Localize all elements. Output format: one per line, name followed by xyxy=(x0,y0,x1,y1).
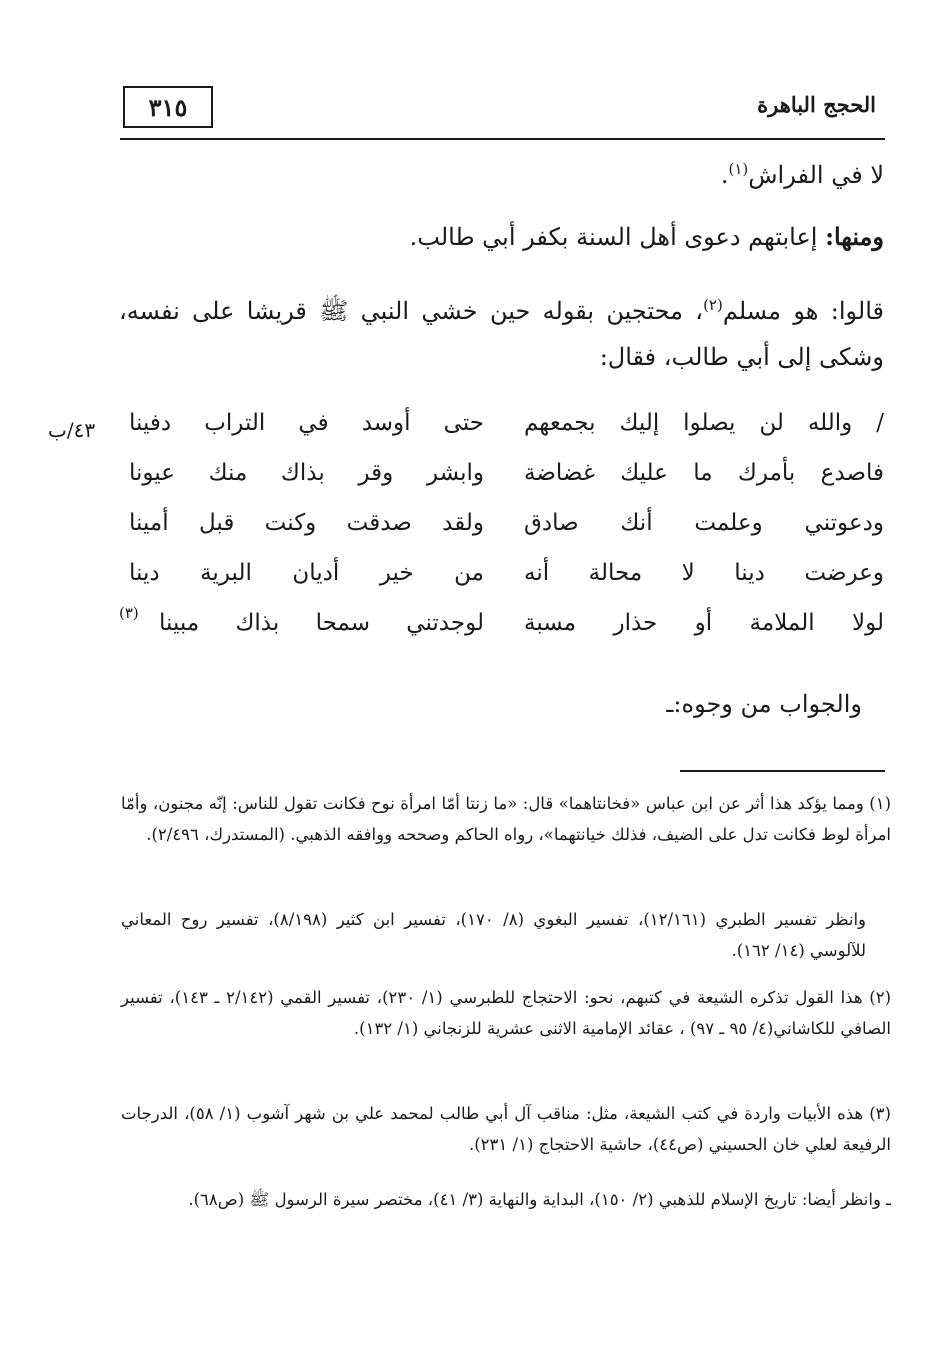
footnote-3-continued: ـ وانظر أيضا: تاريخ الإسلام للذهبي (٢/ ١٥٠)، البداية والنهاية (٣/ ٤١)، مختصر سيرة الرسول ﷺ (ص٦٨). xyxy=(188,1190,891,1209)
poem xyxy=(119,410,884,660)
verse-second-hemistich: من خير أديان البرية دينا xyxy=(129,560,484,586)
verse-second-hemistich: ولقد صدقت وكنت قبل أمينا xyxy=(129,510,484,536)
verse-second-hemistich: حتى أوسد في التراب دفينا xyxy=(129,410,484,436)
answer-line: والجواب من وجوه:ـ xyxy=(666,690,862,718)
poem-verse xyxy=(119,460,884,500)
header-divider xyxy=(120,138,885,140)
text-paragraph-3: قالوا: هو مسلم$^{(٢)}$، محتجين بقوله حين خشي النبي ﷺ قريشا على نفسه، وشكى إلى أبي طالب، فقال: xyxy=(119,296,885,371)
poem-verse xyxy=(119,410,884,450)
footnote-1: (١) ومما يؤكد هذا أثر عن ابن عباس «فخانتاهما» قال: «ما زنتا أمّا امرأة نوح فكانت تقول للناس: إنّه مجنون، وأمّا امرأة لوط فكانت تدل على الضيف، فذلك خيانتهما»، رواه الحاكم وصححه ووافقه الذهبي. (المستدرك، ٢/٤٩٦). xyxy=(121,794,891,844)
poem-verse xyxy=(119,604,884,650)
paragraph-lead: ومنها: xyxy=(825,222,884,251)
verse-second-hemistich: لوجدتني سمحا بذاك مبينا xyxy=(159,610,484,636)
verse-first-hemistich: ودعوتني وعلمت أنك صادق xyxy=(524,510,884,536)
footnote-ref-3: (٣) xyxy=(119,604,139,622)
footnote-2: (٢) هذا القول تذكره الشيعة في كتبهم، نحو: الاحتجاج للطبرسي (١/ ٢٣٠)، تفسير القمي (٢/١٤٢ ـ ١٤٣)، تفسير الصافي للكاشاني(٤/ ٩٥ ـ ٩٧) ، عقائد الإمامية الاثنى عشرية للزنجاني (١/ ١٣٢). xyxy=(121,988,892,1038)
manuscript-folio-mark: ٤٣/ب xyxy=(48,418,96,442)
footnote-1-continued: وانظر تفسير الطبري (١٢/١٦١)، تفسير البغوي (٨/ ١٧٠)، تفسير ابن كثير (٨/١٩٨)، تفسير روح المعاني للآلوسي (١٤/ ١٦٢). xyxy=(121,910,867,960)
footnote-divider xyxy=(680,770,885,772)
text-line-1: لا في الفراش$^{(١)}$. xyxy=(720,160,884,189)
footnote-3: (٣) هذه الأبيات واردة في كتب الشيعة، مثل: مناقب آل أبي طالب لمحمد علي بن شهر آشوب (١/ ٥٨)، الدرجات الرفيعة لعلي خان الحسيني (ص٤٤)، حاشية الاحتجاج (١/ ٢٣١). xyxy=(121,1104,891,1154)
verse-first-hemistich: / والله لن يصلوا إليك بجمعهم xyxy=(524,410,884,436)
poem-verse xyxy=(119,510,884,550)
verse-first-hemistich: لولا الملامة أو حذار مسبة xyxy=(524,610,884,636)
page-number: ٣١٥ xyxy=(123,86,213,128)
poem-verse xyxy=(119,560,884,600)
verse-first-hemistich: فاصدع بأمرك ما عليك غضاضة xyxy=(524,460,884,486)
footnote-ref-2: (٢) xyxy=(703,296,723,314)
footnote-ref-1: (١) xyxy=(728,160,749,178)
running-header-title: الحجج الباهرة xyxy=(757,92,876,117)
text-paragraph-2: ومنها: إعابتهم دعوى أهل السنة بكفر أبي طالب. xyxy=(409,222,884,251)
verse-first-hemistich: وعرضت دينا لا محالة أنه xyxy=(524,560,884,586)
verse-second-hemistich: وابشر وقر بذاك منك عيونا xyxy=(129,460,484,486)
